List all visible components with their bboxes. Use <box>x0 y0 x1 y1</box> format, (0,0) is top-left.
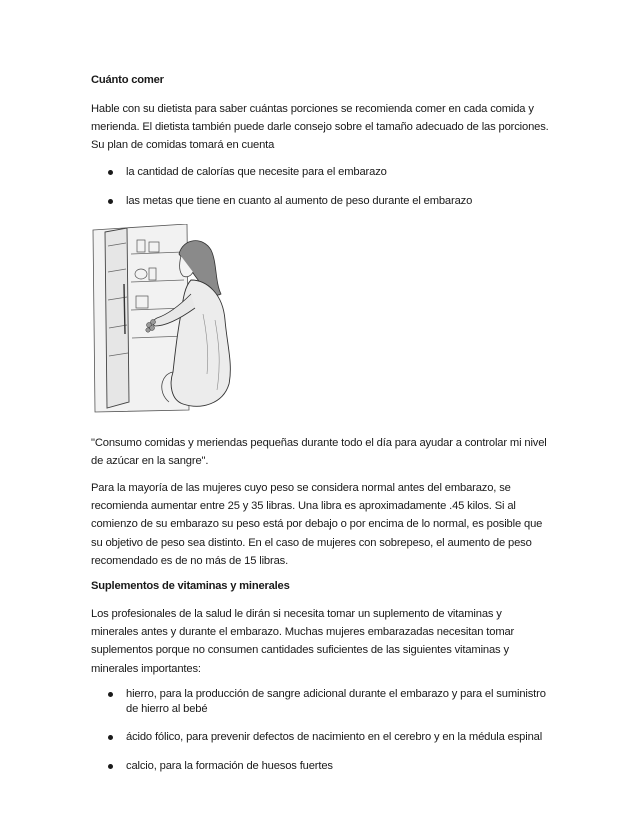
weight-gain-paragraph: Para la mayoría de las mujeres cuyo peso se considera normal antes del embarazo, se recomienda aumentar entre 25 y 35 libras. Una libra es aproximadamente .45 kilos. Si al comienzo de su embarazo su peso está por debajo o por encima de lo normal, es posible que su objetivo de peso sea distinto. En el caso de mujeres con sobrepeso, el aumento de peso recomendado es de no más de 15 libras. <box>91 482 543 567</box>
section-heading-cuanto-comer: Cuánto comer <box>91 74 164 86</box>
refrigerator-illustration-icon <box>91 224 236 414</box>
intro-paragraph: Hable con su dietista para saber cuántas porciones se recomienda comer en cada comida y merienda. El dietista también puede darle consejo sobre el tamaño adecuado de las porciones. Su plan de comidas tomará en cuenta <box>91 103 549 152</box>
list-item: hierro, para la producción de sangre adicional durante el embarazo y para el suministro de hierro al bebé <box>91 687 551 718</box>
supplements-list <box>91 687 551 775</box>
document-content <box>91 72 551 775</box>
list-item: calcio, para la formación de huesos fuertes <box>91 759 551 775</box>
section-heading-suplementos: Suplementos de vitaminas y minerales <box>91 580 290 593</box>
quote-paragraph: "Consumo comidas y meriendas pequeñas durante todo el día para ayudar a controlar mi nivel de azúcar en la sangre". <box>91 436 547 467</box>
supplements-paragraph: Los profesionales de la salud le dirán si necesita tomar un suplemento de vitaminas y minerales antes y durante el embarazo. Muchas mujeres embarazadas necesitan tomar suplementos porque no consumen cantidades suficientes de las siguientes vitaminas y minerales importantes: <box>91 608 515 675</box>
list-item: la cantidad de calorías que necesite para el embarazo <box>91 165 551 181</box>
list-item: ácido fólico, para prevenir defectos de nacimiento en el cerebro y en la médula espinal <box>91 730 551 746</box>
meal-plan-list <box>91 165 551 210</box>
list-item: las metas que tiene en cuanto al aumento de peso durante el embarazo <box>91 194 551 210</box>
pregnant-woman-refrigerator-illustration <box>91 224 236 414</box>
